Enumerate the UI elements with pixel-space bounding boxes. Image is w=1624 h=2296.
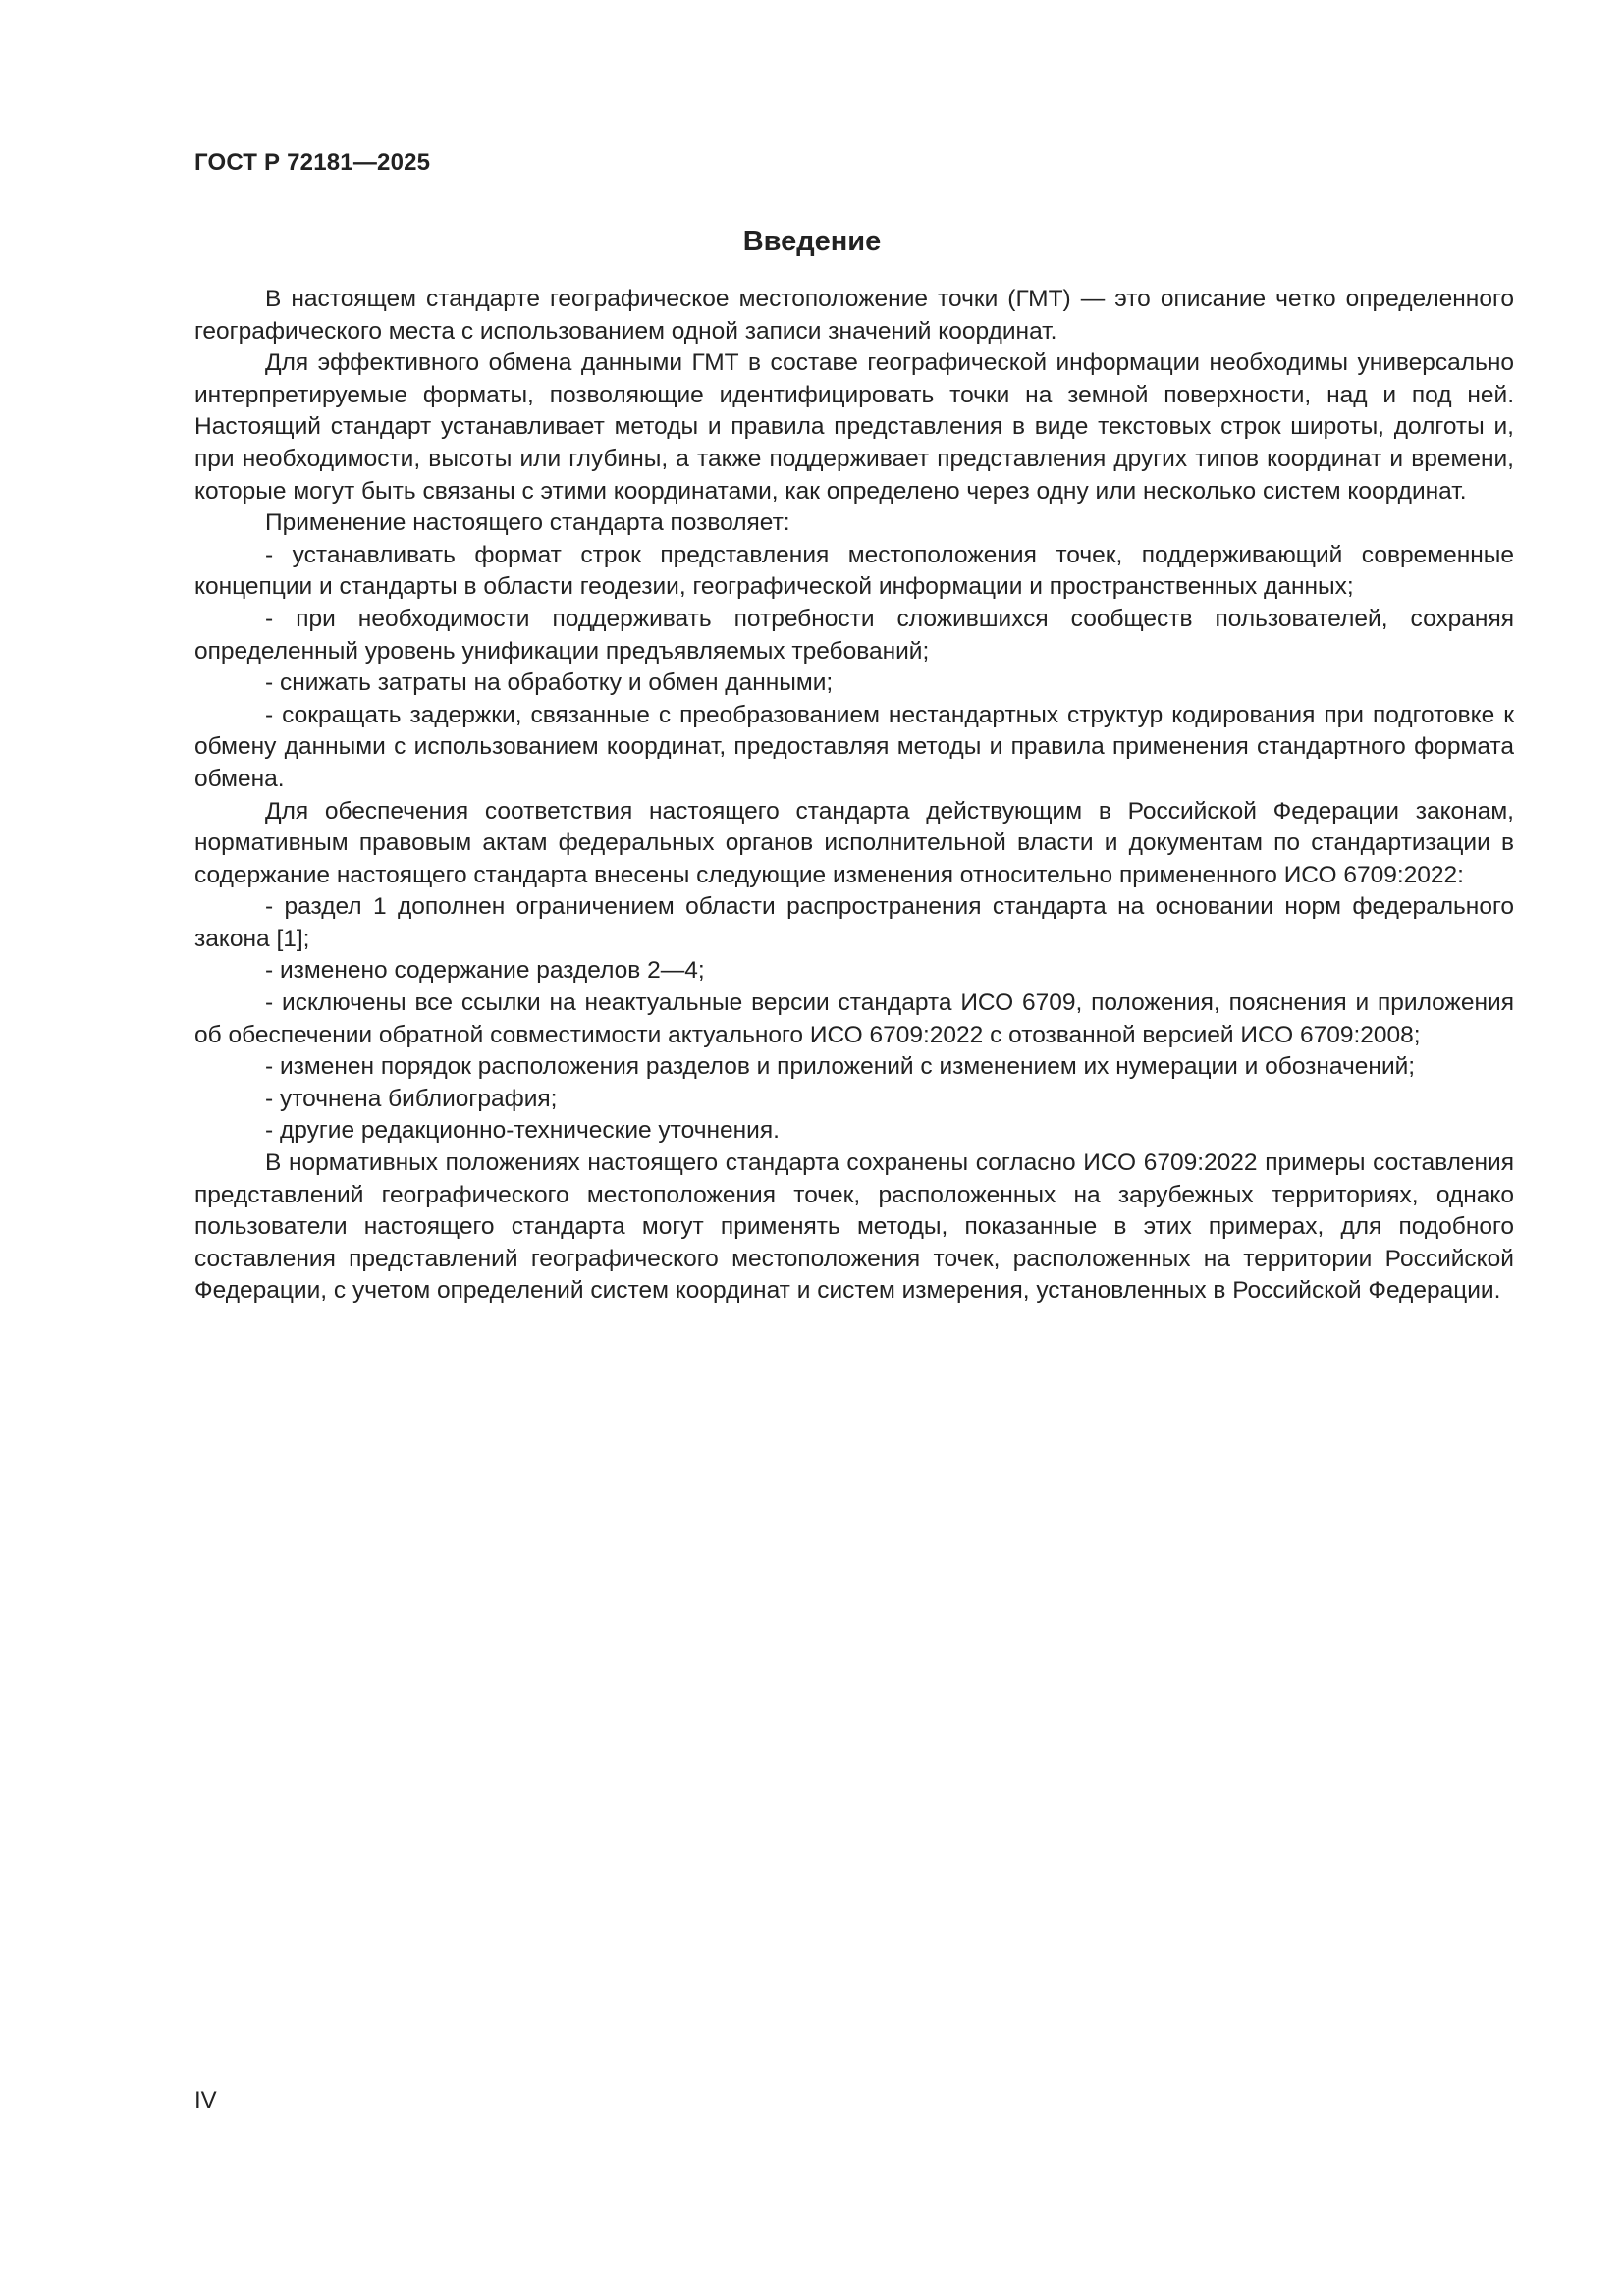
list-item: - снижать затраты на обработку и обмен данными;: [265, 669, 834, 697]
list-item: - устанавливать формат строк представления местоположения точек, поддерживающий современные концепции и стандарты в области геодезии, географической информации и пространственных данных;: [194, 541, 1514, 601]
paragraph: В настоящем стандарте географическое местоположение точки (ГМТ) — это описание четко определенного географического места с использованием одной записи значений координат.: [194, 286, 1514, 345]
paragraph: Для обеспечения соответствия настоящего стандарта действующим в Российской Федерации законам, нормативным правовым актам федеральных органов исполнительной власти и документам по стандартизации в содержание настоящего стандарта внесены следующие изменения относительно примененного ИСО 6709:2022:: [194, 797, 1514, 888]
list-item: - другие редакционно-технические уточнения.: [265, 1117, 780, 1145]
list-item: - при необходимости поддерживать потребности сложившихся сообществ пользователей, сохраняя определенный уровень унификации предъявляемых требований;: [194, 605, 1514, 665]
list-item: - раздел 1 дополнен ограничением области распространения стандарта на основании норм федерального закона [1];: [194, 893, 1514, 952]
page-number: IV: [194, 2087, 217, 2113]
list-item: - изменено содержание разделов 2—4;: [265, 957, 705, 985]
list-item: - изменен порядок расположения разделов и приложений с изменением их нумерации и обозначений;: [265, 1053, 1416, 1081]
document-body: [194, 284, 1514, 1308]
list-item: - сокращать задержки, связанные с преобразованием нестандартных структур кодирования при подготовке к обмену данными с использованием координат, предоставляя методы и правила применения стандартного формата обмена.: [194, 701, 1514, 792]
list-item: - уточнена библиография;: [265, 1085, 558, 1112]
page-title: Введение: [742, 226, 882, 257]
paragraph: Для эффективного обмена данными ГМТ в составе географической информации необходимы универсально интерпретируемые форматы, позволяющие идентифицировать точки на земной поверхности, над и под ней. Настоящий стандарт устанавливает методы и правила представления в виде текстовых строк широты, долготы и, при необходимости, высоты или глубины, а также поддерживает представления других типов координат и времени, которые могут быть связаны с этими координатами, как определено через одну или несколько систем координат.: [194, 349, 1514, 505]
paragraph: В нормативных положениях настоящего стандарта сохранены согласно ИСО 6709:2022 примеры составления представлений географического местоположения точек, расположенных на зарубежных территориях, однако пользователи настоящего стандарта могут применять методы, показанные в этих примерах, для подобного составления представлений географического местоположения точек, расположенных на территории Российской Федерации, с учетом определений систем координат и систем измерения, установленных в Российской Федерации.: [194, 1149, 1514, 1305]
document-code: ГОСТ Р 72181—2025: [194, 149, 431, 176]
list-item: - исключены все ссылки на неактуальные версии стандарта ИСО 6709, положения, пояснения и приложения об обеспечении обратной совместимости актуального ИСО 6709:2022 с отозванной версией ИСО 6709:2008;: [194, 989, 1514, 1048]
paragraph: Применение настоящего стандарта позволяет:: [265, 509, 790, 537]
